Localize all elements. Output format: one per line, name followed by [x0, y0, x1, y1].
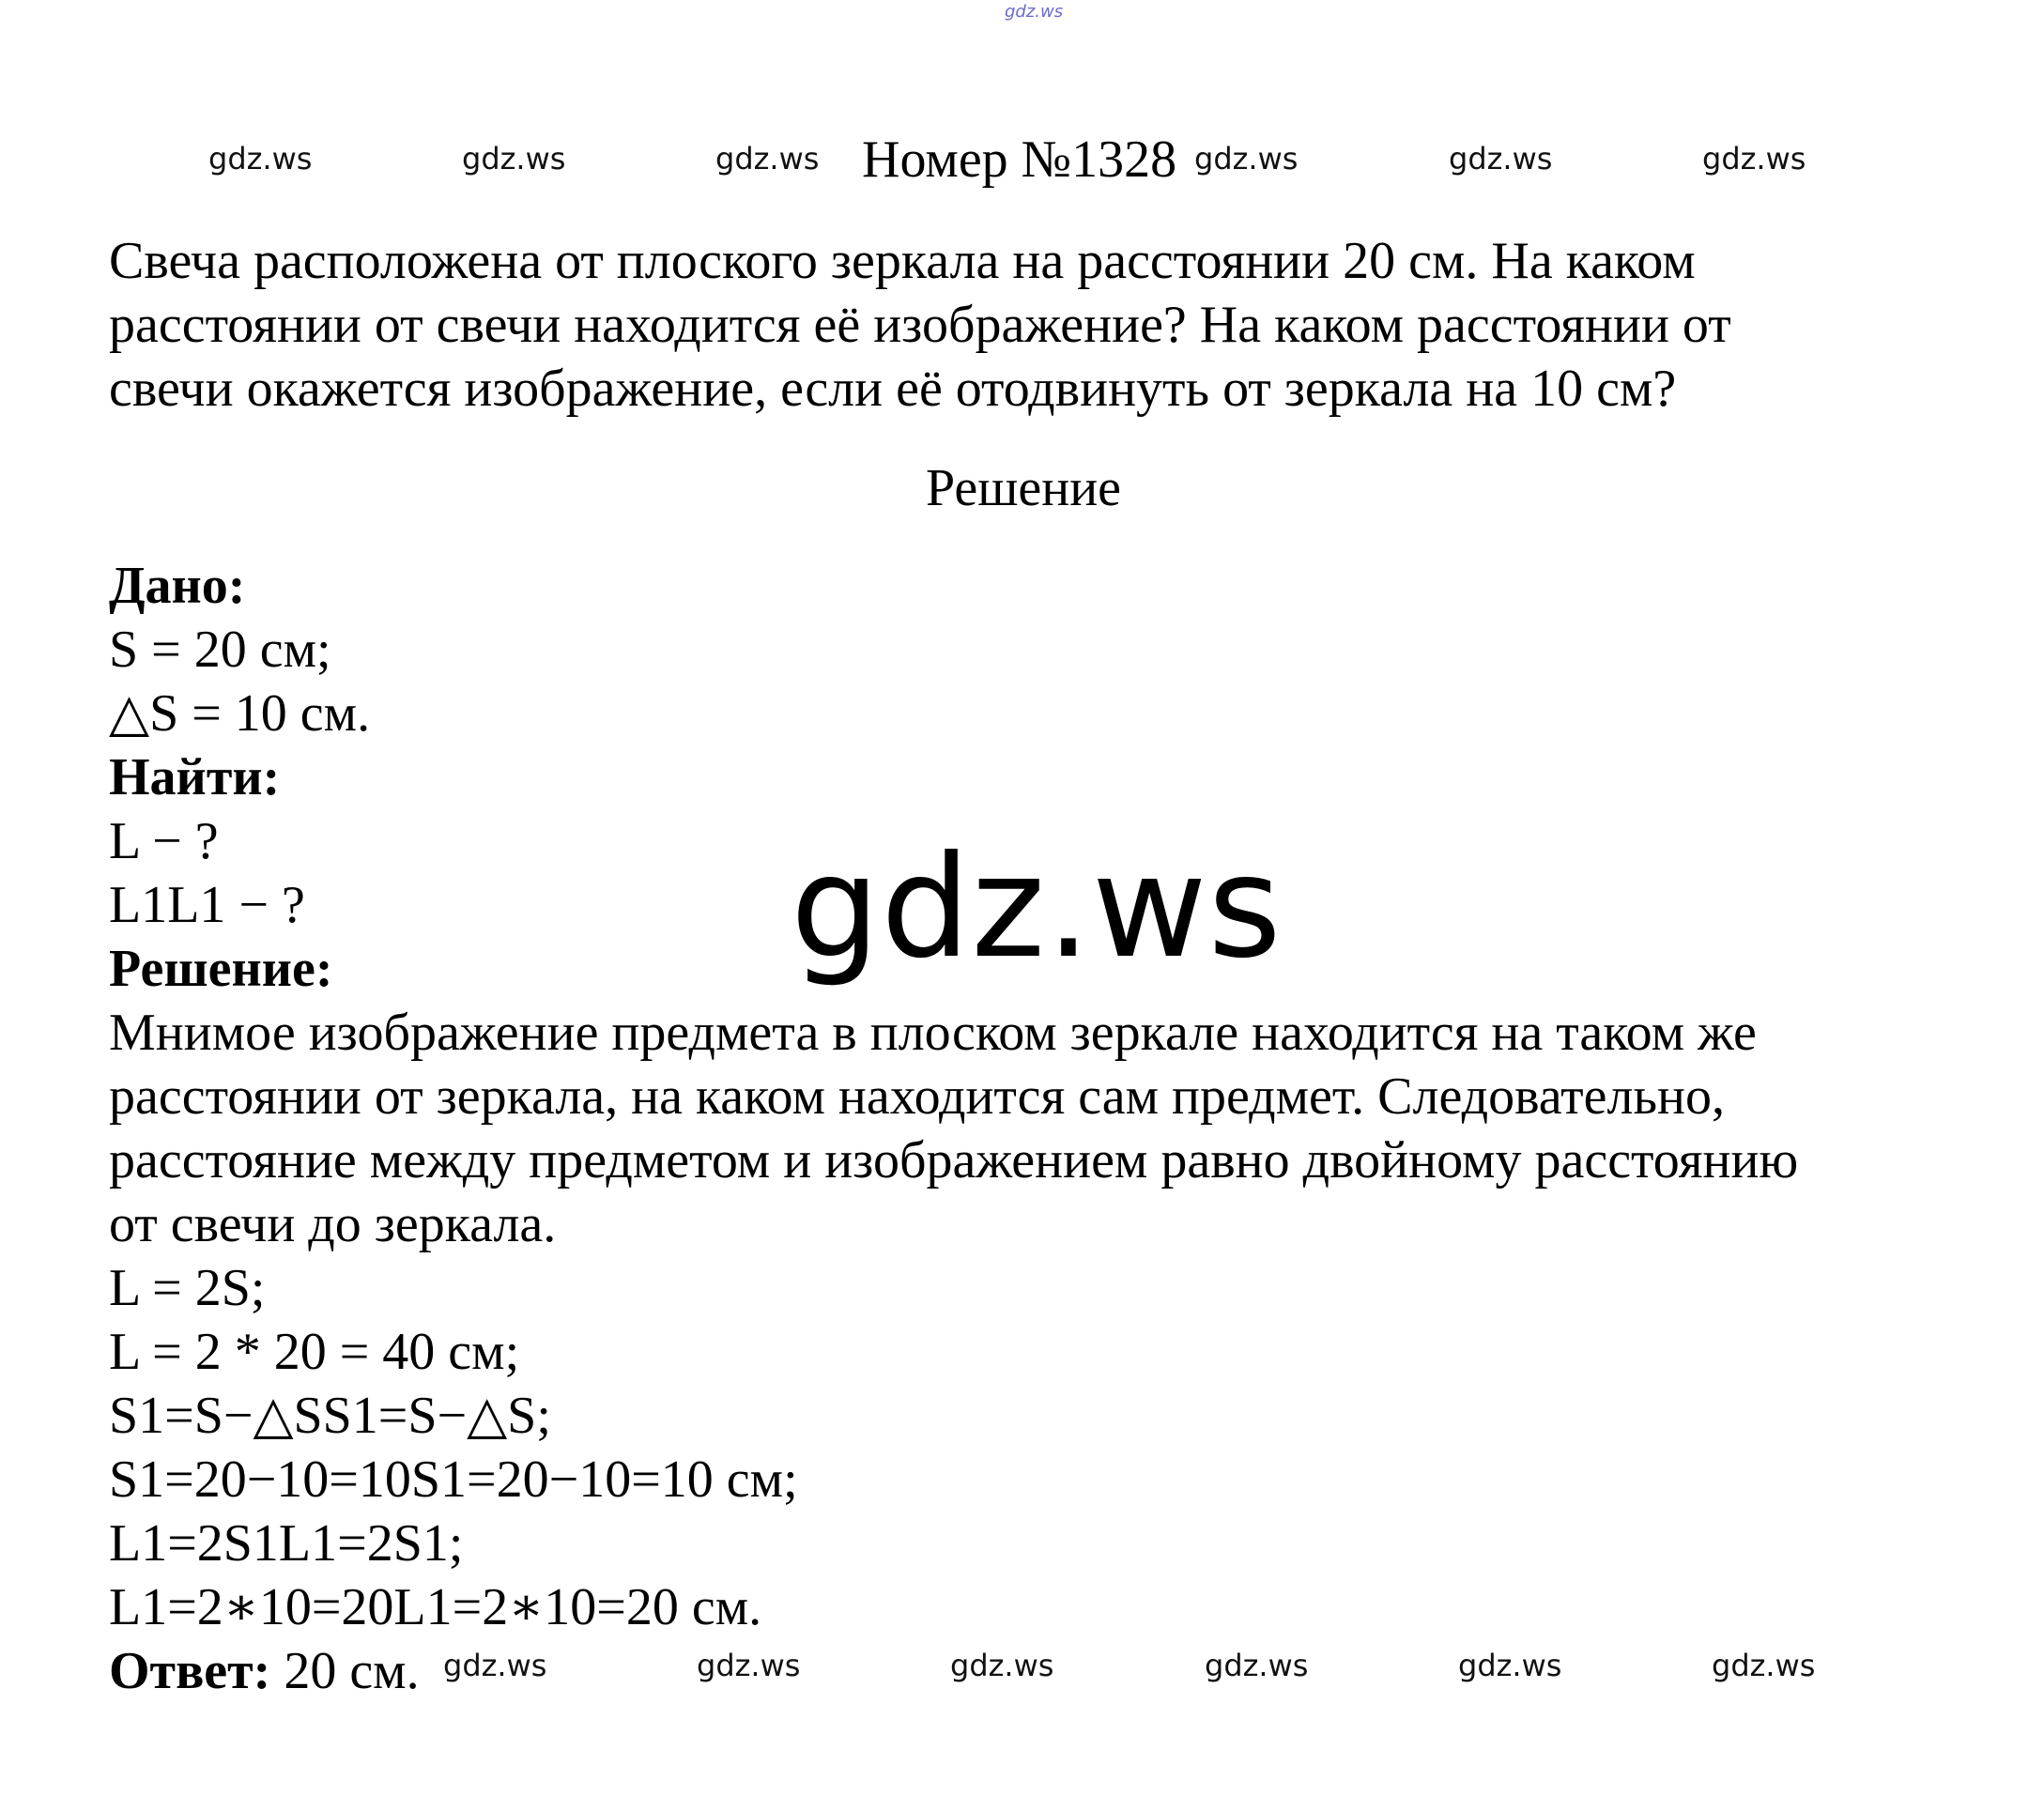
formula-line: S1=20−10=10S1=20−10=10 см;: [109, 1450, 798, 1509]
problem-line: Свеча расположена от плоского зеркала на расстоянии 20 см. На каком: [109, 232, 1696, 290]
formula-line: L1=2∗10=20L1=2∗10=20 см.: [109, 1578, 762, 1636]
watermark: gdz.ws: [1194, 141, 1299, 176]
formula-line: S1=S−△SS1=S−△S;: [109, 1387, 551, 1445]
explanation-line: расстояние между предметом и изображением равно двойному расстоянию: [109, 1131, 1799, 1189]
watermark: gdz.ws: [1449, 141, 1553, 176]
find-item: L1L1 − ?: [109, 876, 305, 934]
explanation-line: Мнимое изображение предмета в плоском зеркале находится на таком же: [109, 1004, 1757, 1062]
watermark: gdz.ws: [1712, 1648, 1816, 1683]
watermark: gdz.ws: [950, 1648, 1054, 1683]
watermark: gdz.ws: [1458, 1648, 1562, 1683]
formula-line: L = 2 * 20 = 40 см;: [109, 1323, 520, 1381]
solution-label: Решение:: [109, 940, 333, 998]
watermark: gdz.ws: [208, 141, 313, 176]
watermark-large: gdz.ws: [791, 826, 1283, 990]
given-item: S = 20 см;: [109, 621, 331, 679]
watermark: gdz.ws: [462, 141, 566, 176]
explanation-line: расстоянии от зеркала, на каком находится сам предмет. Следовательно,: [109, 1067, 1725, 1126]
solution-heading: Решение: [926, 459, 1122, 517]
watermark: gdz.ws: [443, 1648, 547, 1683]
find-item: L − ?: [109, 812, 219, 870]
solution-body: [109, 554, 1798, 1703]
explanation-line: от свечи до зеркала.: [109, 1195, 557, 1253]
find-label: Найти:: [109, 748, 281, 806]
problem-line: расстоянии от свечи находится её изображение? На каком расстоянии от: [109, 296, 1731, 354]
page-title: Номер №1328: [862, 130, 1177, 189]
watermark: gdz.ws: [715, 141, 820, 176]
formula-line: L = 2S;: [109, 1259, 266, 1317]
problem-statement: [109, 229, 1949, 421]
problem-line: свечи окажется изображение, если её отодвинуть от зеркала на 10 см?: [109, 360, 1677, 418]
watermark-top: gdz.ws: [1005, 2, 1064, 22]
answer-value: 20 см.: [270, 1642, 420, 1700]
formula-line: L1=2S1L1=2S1;: [109, 1514, 464, 1573]
given-label: Дано:: [109, 557, 246, 615]
watermark: gdz.ws: [1702, 141, 1806, 176]
answer-label: Ответ:: [109, 1642, 271, 1700]
watermark: gdz.ws: [1205, 1648, 1309, 1683]
watermark: gdz.ws: [697, 1648, 801, 1683]
given-item: △S = 10 см.: [109, 684, 371, 743]
